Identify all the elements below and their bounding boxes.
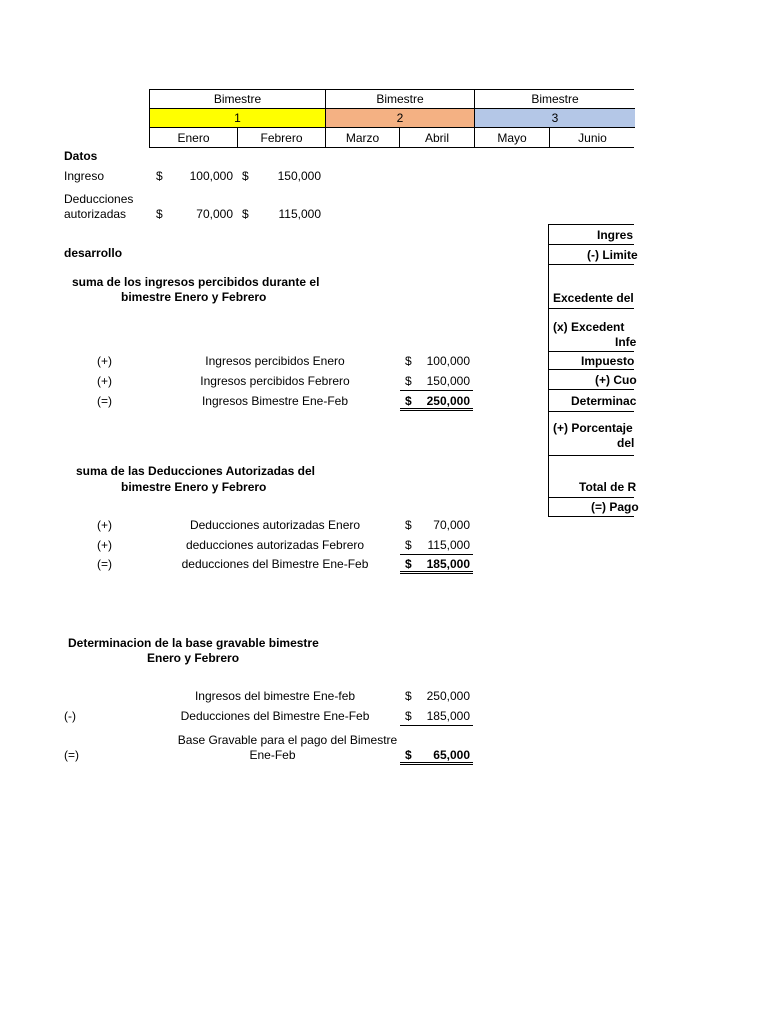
op-symbol: (+) [97,518,112,532]
currency-symbol: $ [405,354,412,368]
currency-symbol: $ [405,709,412,723]
currency-symbol: $ [405,557,412,571]
bimestre-number-2: 2 [326,109,475,128]
ingresos-section-title: suma de los ingresos percibidos durante el [72,275,320,289]
base-section-title: Determinacion de la base gravable bimestre [68,636,319,650]
row-label: deducciones del Bimestre Ene-Feb [181,557,369,571]
currency-symbol: $ [405,374,412,388]
op-symbol: (=) [64,748,79,762]
currency-symbol: $ [242,207,249,221]
op-symbol: (+) [97,354,112,368]
bimestre-header-3: Bimestre [475,90,635,109]
calc-row: Impuesto [549,352,634,370]
base-gravable-total: 65,000 [433,748,470,762]
row-value: 100,000 [426,354,470,368]
base-section-subtitle: Enero y Febrero [147,651,240,665]
calc-row: (+) Cuo [549,370,634,390]
ingreso-febrero: 150,000 [277,169,321,183]
month-cell: Enero [150,128,238,148]
calc-row-line-2: del [617,436,635,450]
total-double-underline [400,762,473,765]
calc-row: (=) Pago [591,500,639,514]
calc-row: Ingres [549,225,634,245]
calc-row-line-1: (x) Excedent [553,320,625,334]
bimestre-number-1: 1 [150,109,326,128]
op-symbol: (=) [97,557,112,571]
row-label: Ingresos Bimestre Ene-Feb [201,394,349,408]
currency-symbol: $ [405,748,412,762]
calc-row: Total de R [549,456,634,498]
calc-row: Excedente del [549,265,634,309]
calc-row [549,412,634,456]
datos-title: Datos [64,149,98,163]
currency-symbol: $ [242,169,249,183]
month-cell: Marzo [326,128,400,148]
row-value: 150,000 [426,374,470,388]
row-label: deducciones autorizadas Febrero [185,538,365,552]
row-label: Ingresos del bimestre Ene-feb [194,689,356,703]
row-label: Deducciones del Bimestre Ene-Feb [180,709,370,723]
calc-row-line-2: Infe [615,335,637,349]
row-label: Base Gravable para el pago del Bimestre [177,733,398,747]
isr-calc-table [548,224,639,517]
op-symbol: (=) [97,394,112,408]
bimestre-number-3: 3 [475,109,635,128]
currency-symbol: $ [156,207,163,221]
currency-symbol: $ [405,394,412,408]
desarrollo-label: desarrollo [64,246,123,260]
ingreso-label: Ingreso [64,169,105,183]
sum-underline [400,725,473,726]
total-double-underline [400,571,473,574]
total-double-underline [400,408,473,411]
row-value: 70,000 [433,518,470,532]
row-value: 250,000 [426,689,470,703]
month-cell: Junio [578,131,607,145]
op-symbol: (+) [97,374,112,388]
month-cell: Mayo [475,128,550,148]
bimestre-header-1: Bimestre [150,90,326,109]
row-label: Ingresos percibidos Febrero [200,374,350,388]
bimestre-table [149,89,634,148]
currency-symbol: $ [405,538,412,552]
ingresos-section-subtitle: bimestre Enero y Febrero [121,290,267,304]
deducciones-section-subtitle: bimestre Enero y Febrero [121,480,267,494]
row-value: 115,000 [427,538,470,552]
calc-row-line-1: (+) Porcentaje [553,421,633,435]
calc-row: Determinac [549,390,634,412]
sum-underline [400,554,473,555]
currency-symbol: $ [405,689,412,703]
deducciones-label: Deducciones [64,192,134,206]
op-symbol: (-) [64,709,76,723]
row-label: Ingresos percibidos Enero [205,354,345,368]
deducciones-febrero: 115,000 [278,207,321,221]
row-total: 250,000 [426,394,470,408]
bimestre-header-2: Bimestre [326,90,475,109]
row-total: 185,000 [426,557,470,571]
deducciones-label-2: autorizadas [64,207,127,221]
deducciones-enero: 70,000 [196,207,233,221]
op-symbol: (+) [97,538,112,552]
month-cell: Abril [400,128,475,148]
currency-symbol: $ [156,169,163,183]
deducciones-section-title: suma de las Deducciones Autorizadas del [76,464,315,478]
sum-underline [400,390,473,391]
row-label: Deducciones autorizadas Enero [189,518,361,532]
calc-row: (-) Limite [549,245,634,265]
month-cell: Febrero [238,128,326,148]
row-label-2: Ene-Feb [249,748,296,762]
currency-symbol: $ [405,518,412,532]
calc-row [549,309,637,352]
row-value: 185,000 [426,709,470,723]
ingreso-enero: 100,000 [189,169,233,183]
